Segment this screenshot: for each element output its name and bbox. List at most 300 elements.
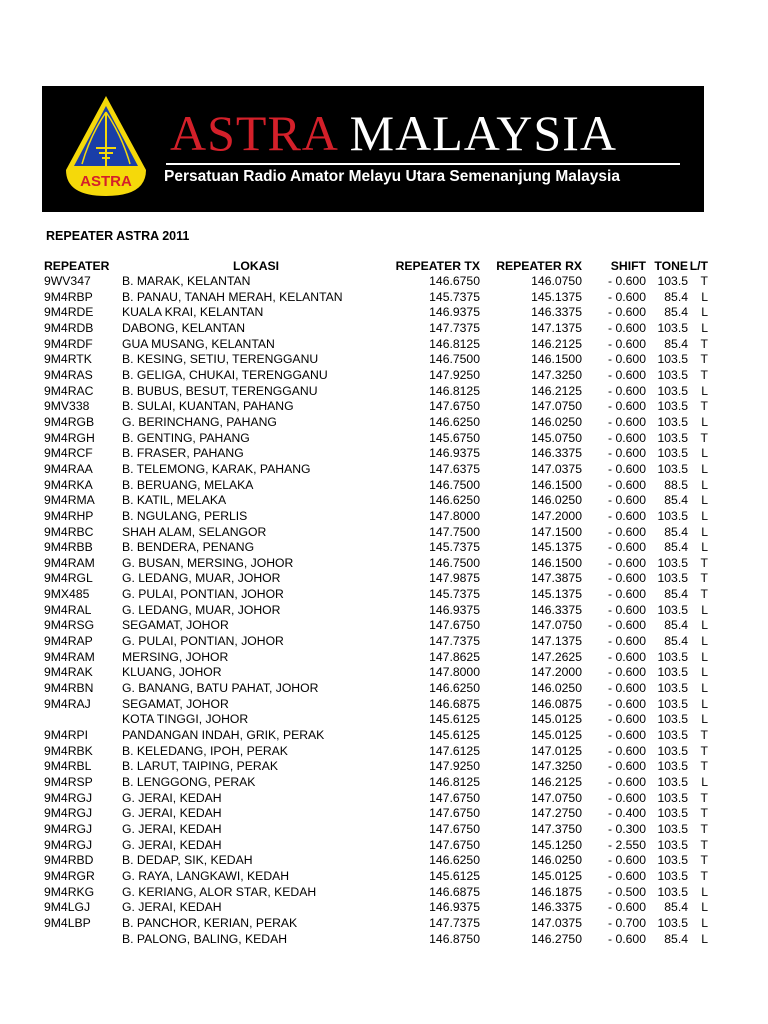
table-row xyxy=(44,806,708,822)
location-cell: G. RAYA, LANGKAWI, KEDAH xyxy=(122,868,290,883)
header-repeater-tx: REPEATER TX xyxy=(395,259,480,273)
table-row xyxy=(44,885,708,901)
lt-flag-cell: L xyxy=(701,931,708,946)
lt-flag-cell: L xyxy=(701,915,708,930)
table-row xyxy=(44,587,708,603)
lt-flag-cell: L xyxy=(701,320,708,335)
lt-flag-cell: L xyxy=(701,649,708,664)
location-cell: B. PALONG, BALING, KEDAH xyxy=(122,931,288,946)
repeater-callsign-cell: 9M4RAM xyxy=(44,555,95,570)
table-row xyxy=(44,681,708,697)
repeater-rx-cell: 146.0250 xyxy=(531,853,582,868)
lt-flag-cell: L xyxy=(701,414,708,429)
location-cell: G. JERAI, KEDAH xyxy=(122,900,222,915)
repeater-callsign-cell: 9M4RSP xyxy=(44,775,93,789)
location-cell: G. JERAI, KEDAH xyxy=(122,806,222,821)
repeater-tx-cell: 146.8125 xyxy=(429,383,480,398)
repeater-tx-cell: 145.7375 xyxy=(429,587,480,602)
lt-flag-cell: T xyxy=(700,837,708,852)
tone-cell: 85.4 xyxy=(664,524,688,539)
shift-cell: - 0.600 xyxy=(608,602,646,617)
repeater-tx-cell: 147.8625 xyxy=(429,649,480,664)
tone-cell: 103.5 xyxy=(657,320,688,335)
repeater-callsign-cell: 9M4RBD xyxy=(44,853,94,868)
repeater-callsign-cell: 9M4RAJ xyxy=(44,696,91,711)
repeater-tx-cell: 147.6750 xyxy=(429,837,480,852)
tone-cell: 88.5 xyxy=(664,477,688,492)
shift-cell: - 0.600 xyxy=(608,383,646,398)
repeater-callsign-cell: 9M4RAC xyxy=(44,383,94,398)
repeater-tx-cell: 145.6125 xyxy=(429,712,480,727)
table-row xyxy=(44,697,708,713)
shift-cell: - 0.400 xyxy=(608,806,646,821)
table-row xyxy=(44,290,708,306)
tone-cell: 103.5 xyxy=(657,759,688,774)
repeater-callsign-cell: 9M4RBB xyxy=(44,540,93,555)
header-repeater-rx: REPEATER RX xyxy=(496,259,582,273)
repeater-tx-cell: 145.6125 xyxy=(429,728,480,743)
table-row xyxy=(44,900,708,916)
table-row xyxy=(44,603,708,619)
repeater-tx-cell: 147.6750 xyxy=(429,790,480,805)
table-row xyxy=(44,274,708,290)
shift-cell: - 0.600 xyxy=(608,728,646,743)
repeater-callsign-cell: 9M4RBN xyxy=(44,681,94,696)
tone-cell: 103.5 xyxy=(657,728,688,743)
repeater-rx-cell: 147.2625 xyxy=(531,649,582,664)
shift-cell: - 0.600 xyxy=(608,775,646,789)
table-row xyxy=(44,415,708,431)
tone-cell: 85.4 xyxy=(664,618,688,633)
lt-flag-cell: L xyxy=(701,524,708,539)
tone-cell: 85.4 xyxy=(664,336,688,351)
repeater-tx-cell: 146.9375 xyxy=(429,900,480,915)
repeater-rx-cell: 147.1375 xyxy=(531,634,582,649)
repeater-callsign-cell: 9M4RBK xyxy=(44,743,93,758)
lt-flag-cell: L xyxy=(701,618,708,633)
table-header-row xyxy=(44,258,708,274)
repeater-tx-cell: 146.8125 xyxy=(429,336,480,351)
lt-flag-cell: T xyxy=(700,367,708,382)
repeater-rx-cell: 147.2000 xyxy=(531,508,582,523)
repeater-rx-cell: 146.2750 xyxy=(531,931,582,946)
shift-cell: - 0.600 xyxy=(608,493,646,508)
repeater-table xyxy=(44,258,708,947)
repeater-rx-cell: 145.0125 xyxy=(531,712,582,727)
tone-cell: 103.5 xyxy=(657,367,688,382)
repeater-tx-cell: 147.9875 xyxy=(429,571,480,586)
repeater-rx-cell: 147.1375 xyxy=(531,320,582,335)
tone-cell: 103.5 xyxy=(657,602,688,617)
repeater-rx-cell: 146.1500 xyxy=(531,555,582,570)
shift-cell: - 0.600 xyxy=(608,555,646,570)
table-row xyxy=(44,384,708,400)
location-cell: G. JERAI, KEDAH xyxy=(122,837,222,852)
lt-flag-cell: T xyxy=(700,555,708,570)
shift-cell: - 0.600 xyxy=(608,931,646,946)
location-cell: B. LARUT, TAIPING, PERAK xyxy=(122,759,278,774)
repeater-tx-cell: 145.6125 xyxy=(429,868,480,883)
tone-cell: 103.5 xyxy=(657,775,688,789)
repeater-tx-cell: 146.8125 xyxy=(429,775,480,789)
repeater-rx-cell: 145.1250 xyxy=(531,837,582,852)
lt-flag-cell: L xyxy=(701,665,708,680)
tone-cell: 103.5 xyxy=(657,806,688,821)
repeater-rx-cell: 147.3750 xyxy=(531,821,582,836)
brand-divider xyxy=(166,163,680,165)
repeater-rx-cell: 146.1500 xyxy=(531,352,582,367)
location-cell: KLUANG, JOHOR xyxy=(122,665,222,680)
table-row xyxy=(44,932,708,948)
shift-cell: - 0.600 xyxy=(608,461,646,476)
repeater-rx-cell: 147.2750 xyxy=(531,806,582,821)
location-cell: B. DEDAP, SIK, KEDAH xyxy=(122,853,253,868)
shift-cell: - 0.600 xyxy=(608,634,646,649)
shift-cell: - 0.600 xyxy=(608,649,646,664)
location-cell: G. LEDANG, MUAR, JOHOR xyxy=(122,602,281,617)
location-cell: B. KESING, SETIU, TERENGGANU xyxy=(122,352,319,367)
location-cell: G. BUSAN, MERSING, JOHOR xyxy=(122,555,294,570)
table-row xyxy=(44,618,708,634)
repeater-rx-cell: 146.1875 xyxy=(531,884,582,899)
repeater-tx-cell: 146.9375 xyxy=(429,446,480,461)
repeater-tx-cell: 147.6750 xyxy=(429,618,480,633)
header-shift: SHIFT xyxy=(610,259,646,273)
repeater-callsign-cell: 9M4RTK xyxy=(44,352,92,367)
shift-cell: - 0.700 xyxy=(608,915,646,930)
location-cell: B. PANAU, TANAH MERAH, KELANTAN xyxy=(122,289,343,304)
lt-flag-cell: L xyxy=(701,696,708,711)
repeater-rx-cell: 147.0750 xyxy=(531,618,582,633)
repeater-rx-cell: 146.2125 xyxy=(531,383,582,398)
tone-cell: 85.4 xyxy=(664,931,688,946)
tone-cell: 103.5 xyxy=(657,915,688,930)
brand-part-malaysia: MALAYSIA xyxy=(349,105,617,161)
location-cell: B. BERUANG, MELAKA xyxy=(122,477,254,492)
location-cell: B. MARAK, KELANTAN xyxy=(122,274,251,288)
lt-flag-cell: T xyxy=(700,806,708,821)
lt-flag-cell: L xyxy=(701,681,708,696)
table-row xyxy=(44,650,708,666)
repeater-tx-cell: 147.6375 xyxy=(429,461,480,476)
repeater-tx-cell: 146.6250 xyxy=(429,493,480,508)
repeater-rx-cell: 146.3375 xyxy=(531,446,582,461)
lt-flag-cell: L xyxy=(701,634,708,649)
repeater-rx-cell: 145.1375 xyxy=(531,587,582,602)
lt-flag-cell: T xyxy=(700,352,708,367)
repeater-callsign-cell: 9M4RSG xyxy=(44,618,95,633)
brand-tagline: Persatuan Radio Amator Melayu Utara Semenanjung Malaysia xyxy=(164,168,620,185)
repeater-rx-cell: 146.0250 xyxy=(531,414,582,429)
logo-text: ASTRA xyxy=(80,173,132,190)
tone-cell: 103.5 xyxy=(657,383,688,398)
location-cell: G. LEDANG, MUAR, JOHOR xyxy=(122,571,281,586)
table-row xyxy=(44,368,708,384)
repeater-callsign-cell xyxy=(44,932,122,948)
repeater-rx-cell: 147.0750 xyxy=(531,399,582,414)
repeater-callsign-cell: 9M4RCF xyxy=(44,446,93,461)
repeater-tx-cell: 147.6750 xyxy=(429,806,480,821)
shift-cell: - 0.600 xyxy=(608,289,646,304)
repeater-callsign-cell: 9M4RBC xyxy=(44,524,94,539)
repeater-tx-cell: 147.7375 xyxy=(429,320,480,335)
shift-cell: - 0.600 xyxy=(608,305,646,320)
table-row xyxy=(44,525,708,541)
shift-cell: - 0.600 xyxy=(608,587,646,602)
repeater-callsign-cell: 9M4RHP xyxy=(44,508,94,523)
repeater-rx-cell: 147.0375 xyxy=(531,915,582,930)
tone-cell: 103.5 xyxy=(657,446,688,461)
shift-cell: - 0.600 xyxy=(608,352,646,367)
table-row xyxy=(44,775,708,791)
table-row xyxy=(44,822,708,838)
repeater-tx-cell: 145.6750 xyxy=(429,430,480,445)
repeater-rx-cell: 145.1375 xyxy=(531,289,582,304)
lt-flag-cell: T xyxy=(700,274,708,288)
location-cell: B. GELIGA, CHUKAI, TERENGGANU xyxy=(122,367,328,382)
repeater-tx-cell: 146.7500 xyxy=(429,352,480,367)
repeater-callsign-cell: 9M4RBL xyxy=(44,759,92,774)
tone-cell: 103.5 xyxy=(657,571,688,586)
location-cell: DABONG, KELANTAN xyxy=(122,320,246,335)
table-row xyxy=(44,634,708,650)
location-cell: G. JERAI, KEDAH xyxy=(122,790,222,805)
lt-flag-cell: L xyxy=(701,477,708,492)
shift-cell: - 0.600 xyxy=(608,681,646,696)
repeater-callsign-cell: 9M4RGH xyxy=(44,430,95,445)
shift-cell: - 2.550 xyxy=(608,837,646,852)
tone-cell: 85.4 xyxy=(664,289,688,304)
tone-cell: 85.4 xyxy=(664,634,688,649)
location-cell: B. LENGGONG, PERAK xyxy=(122,775,256,789)
location-cell: B. GENTING, PAHANG xyxy=(122,430,250,445)
repeater-callsign-cell: 9M4RAM xyxy=(44,649,95,664)
tone-cell: 103.5 xyxy=(657,712,688,727)
lt-flag-cell: L xyxy=(701,446,708,461)
shift-cell: - 0.600 xyxy=(608,712,646,727)
table-row xyxy=(44,916,708,932)
shift-cell: - 0.500 xyxy=(608,884,646,899)
location-cell: B. BUBUS, BESUT, TERENGGANU xyxy=(122,383,318,398)
table-row xyxy=(44,665,708,681)
table-row xyxy=(44,399,708,415)
location-cell: G. JERAI, KEDAH xyxy=(122,821,222,836)
repeater-callsign-cell: 9MX485 xyxy=(44,587,90,602)
shift-cell: - 0.600 xyxy=(608,367,646,382)
lt-flag-cell: T xyxy=(700,571,708,586)
table-body xyxy=(44,274,708,947)
lt-flag-cell: T xyxy=(700,790,708,805)
lt-flag-cell: T xyxy=(700,868,708,883)
brand-part-astra: ASTRA xyxy=(170,105,337,161)
tone-cell: 103.5 xyxy=(657,681,688,696)
repeater-callsign-cell: 9MV338 xyxy=(44,399,90,414)
shift-cell: - 0.600 xyxy=(608,540,646,555)
table-row xyxy=(44,838,708,854)
repeater-rx-cell: 145.0750 xyxy=(531,430,582,445)
repeater-tx-cell: 146.6250 xyxy=(429,414,480,429)
repeater-rx-cell: 145.0125 xyxy=(531,868,582,883)
repeater-callsign-cell: 9M4RAP xyxy=(44,634,93,649)
lt-flag-cell: L xyxy=(701,383,708,398)
repeater-callsign-cell: 9M4RMA xyxy=(44,493,95,508)
shift-cell: - 0.600 xyxy=(608,571,646,586)
repeater-rx-cell: 147.1500 xyxy=(531,524,582,539)
location-cell: G. PULAI, PONTIAN, JOHOR xyxy=(122,587,284,602)
lt-flag-cell: L xyxy=(701,712,708,727)
location-cell: B. TELEMONG, KARAK, PAHANG xyxy=(122,461,311,476)
tone-cell: 103.5 xyxy=(657,352,688,367)
repeater-rx-cell: 146.3375 xyxy=(531,900,582,915)
location-cell: MERSING, JOHOR xyxy=(122,649,229,664)
lt-flag-cell: T xyxy=(700,399,708,414)
tone-cell: 103.5 xyxy=(657,868,688,883)
table-row xyxy=(44,540,708,556)
table-row xyxy=(44,728,708,744)
repeater-rx-cell: 147.0375 xyxy=(531,461,582,476)
table-row xyxy=(44,509,708,525)
repeater-callsign-cell: 9M4RDF xyxy=(44,336,93,351)
repeater-tx-cell: 145.7375 xyxy=(429,540,480,555)
shift-cell: - 0.600 xyxy=(608,524,646,539)
tone-cell: 103.5 xyxy=(657,555,688,570)
table-row xyxy=(44,352,708,368)
tone-cell: 103.5 xyxy=(657,821,688,836)
shift-cell: - 0.600 xyxy=(608,399,646,414)
table-row xyxy=(44,556,708,572)
repeater-rx-cell: 145.0125 xyxy=(531,728,582,743)
repeater-rx-cell: 146.3375 xyxy=(531,305,582,320)
repeater-callsign-cell: 9M4RGB xyxy=(44,414,95,429)
tone-cell: 103.5 xyxy=(657,274,688,288)
shift-cell: - 0.600 xyxy=(608,790,646,805)
location-cell: B. SULAI, KUANTAN, PAHANG xyxy=(122,399,294,414)
location-cell: SEGAMAT, JOHOR xyxy=(122,618,229,633)
shift-cell: - 0.600 xyxy=(608,320,646,335)
repeater-rx-cell: 145.1375 xyxy=(531,540,582,555)
header-banner xyxy=(42,86,704,212)
repeater-rx-cell: 147.3250 xyxy=(531,759,582,774)
table-row xyxy=(44,853,708,869)
location-cell: GUA MUSANG, KELANTAN xyxy=(122,336,275,351)
header-lokasi: LOKASI xyxy=(232,259,280,273)
repeater-tx-cell: 145.7375 xyxy=(429,289,480,304)
lt-flag-cell: L xyxy=(701,775,708,789)
repeater-tx-cell: 146.9375 xyxy=(429,305,480,320)
tone-cell: 103.5 xyxy=(657,837,688,852)
location-cell: B. BENDERA, PENANG xyxy=(122,540,255,555)
tone-cell: 103.5 xyxy=(657,665,688,680)
lt-flag-cell: L xyxy=(701,305,708,320)
tone-cell: 103.5 xyxy=(657,461,688,476)
repeater-tx-cell: 146.9375 xyxy=(429,602,480,617)
shift-cell: - 0.600 xyxy=(608,508,646,523)
lt-flag-cell: T xyxy=(700,430,708,445)
tone-cell: 103.5 xyxy=(657,884,688,899)
repeater-tx-cell: 146.6250 xyxy=(429,681,480,696)
lt-flag-cell: T xyxy=(700,821,708,836)
shift-cell: - 0.600 xyxy=(608,853,646,868)
repeater-tx-cell: 147.7375 xyxy=(429,915,480,930)
table-row xyxy=(44,759,708,775)
repeater-tx-cell: 146.7500 xyxy=(429,477,480,492)
repeater-callsign-cell: 9M4RAS xyxy=(44,367,93,382)
repeater-rx-cell: 147.3250 xyxy=(531,367,582,382)
table-row xyxy=(44,305,708,321)
lt-flag-cell: L xyxy=(701,289,708,304)
tone-cell: 85.4 xyxy=(664,900,688,915)
shift-cell: - 0.600 xyxy=(608,665,646,680)
repeater-callsign-cell: 9M4RBP xyxy=(44,289,93,304)
document-title: REPEATER ASTRA 2011 xyxy=(46,229,190,243)
repeater-tx-cell: 147.8000 xyxy=(429,665,480,680)
location-cell: G. BERINCHANG, PAHANG xyxy=(122,414,277,429)
shift-cell: - 0.600 xyxy=(608,759,646,774)
lt-flag-cell: T xyxy=(700,853,708,868)
repeater-callsign-cell: 9M4RGJ xyxy=(44,790,93,805)
table-row xyxy=(44,493,708,509)
table-row xyxy=(44,462,708,478)
lt-flag-cell: L xyxy=(701,493,708,508)
repeater-callsign-cell xyxy=(44,712,122,728)
repeater-tx-cell: 147.8000 xyxy=(429,508,480,523)
shift-cell: - 0.600 xyxy=(608,743,646,758)
tone-cell: 103.5 xyxy=(657,430,688,445)
table-row xyxy=(44,446,708,462)
tone-cell: 103.5 xyxy=(657,399,688,414)
repeater-rx-cell: 146.0750 xyxy=(531,274,582,288)
location-cell: G. KERIANG, ALOR STAR, KEDAH xyxy=(122,884,317,899)
repeater-rx-cell: 146.1500 xyxy=(531,477,582,492)
shift-cell: - 0.600 xyxy=(608,900,646,915)
shift-cell: - 0.600 xyxy=(608,477,646,492)
repeater-tx-cell: 147.9250 xyxy=(429,759,480,774)
tone-cell: 85.4 xyxy=(664,305,688,320)
tone-cell: 103.5 xyxy=(657,743,688,758)
repeater-callsign-cell: 9M4LBP xyxy=(44,915,91,930)
lt-flag-cell: L xyxy=(701,508,708,523)
repeater-tx-cell: 147.7375 xyxy=(429,634,480,649)
table-row xyxy=(44,712,708,728)
lt-flag-cell: T xyxy=(700,759,708,774)
location-cell: B. PANCHOR, KERIAN, PERAK xyxy=(122,915,298,930)
repeater-rx-cell: 146.0250 xyxy=(531,681,582,696)
tone-cell: 103.5 xyxy=(657,649,688,664)
table-row xyxy=(44,478,708,494)
location-cell: B. NGULANG, PERLIS xyxy=(122,508,248,523)
shift-cell: - 0.600 xyxy=(608,868,646,883)
tone-cell: 85.4 xyxy=(664,540,688,555)
repeater-tx-cell: 146.7500 xyxy=(429,555,480,570)
repeater-tx-cell: 147.6750 xyxy=(429,399,480,414)
shift-cell: - 0.600 xyxy=(608,446,646,461)
repeater-callsign-cell: 9M4RGR xyxy=(44,868,95,883)
repeater-rx-cell: 146.2125 xyxy=(531,775,582,789)
table-row xyxy=(44,744,708,760)
repeater-rx-cell: 147.3875 xyxy=(531,571,582,586)
header-repeater: REPEATER xyxy=(44,259,110,273)
shift-cell: - 0.300 xyxy=(608,821,646,836)
tone-cell: 103.5 xyxy=(657,696,688,711)
repeater-rx-cell: 146.3375 xyxy=(531,602,582,617)
location-cell: B. KATIL, MELAKA xyxy=(122,493,227,508)
table-row xyxy=(44,321,708,337)
repeater-tx-cell: 146.6875 xyxy=(429,696,480,711)
repeater-tx-cell: 146.6875 xyxy=(429,884,480,899)
header-lt: L/T xyxy=(689,259,708,273)
repeater-callsign-cell: 9M4RDB xyxy=(44,320,94,335)
repeater-callsign-cell: 9M4RAA xyxy=(44,461,93,476)
